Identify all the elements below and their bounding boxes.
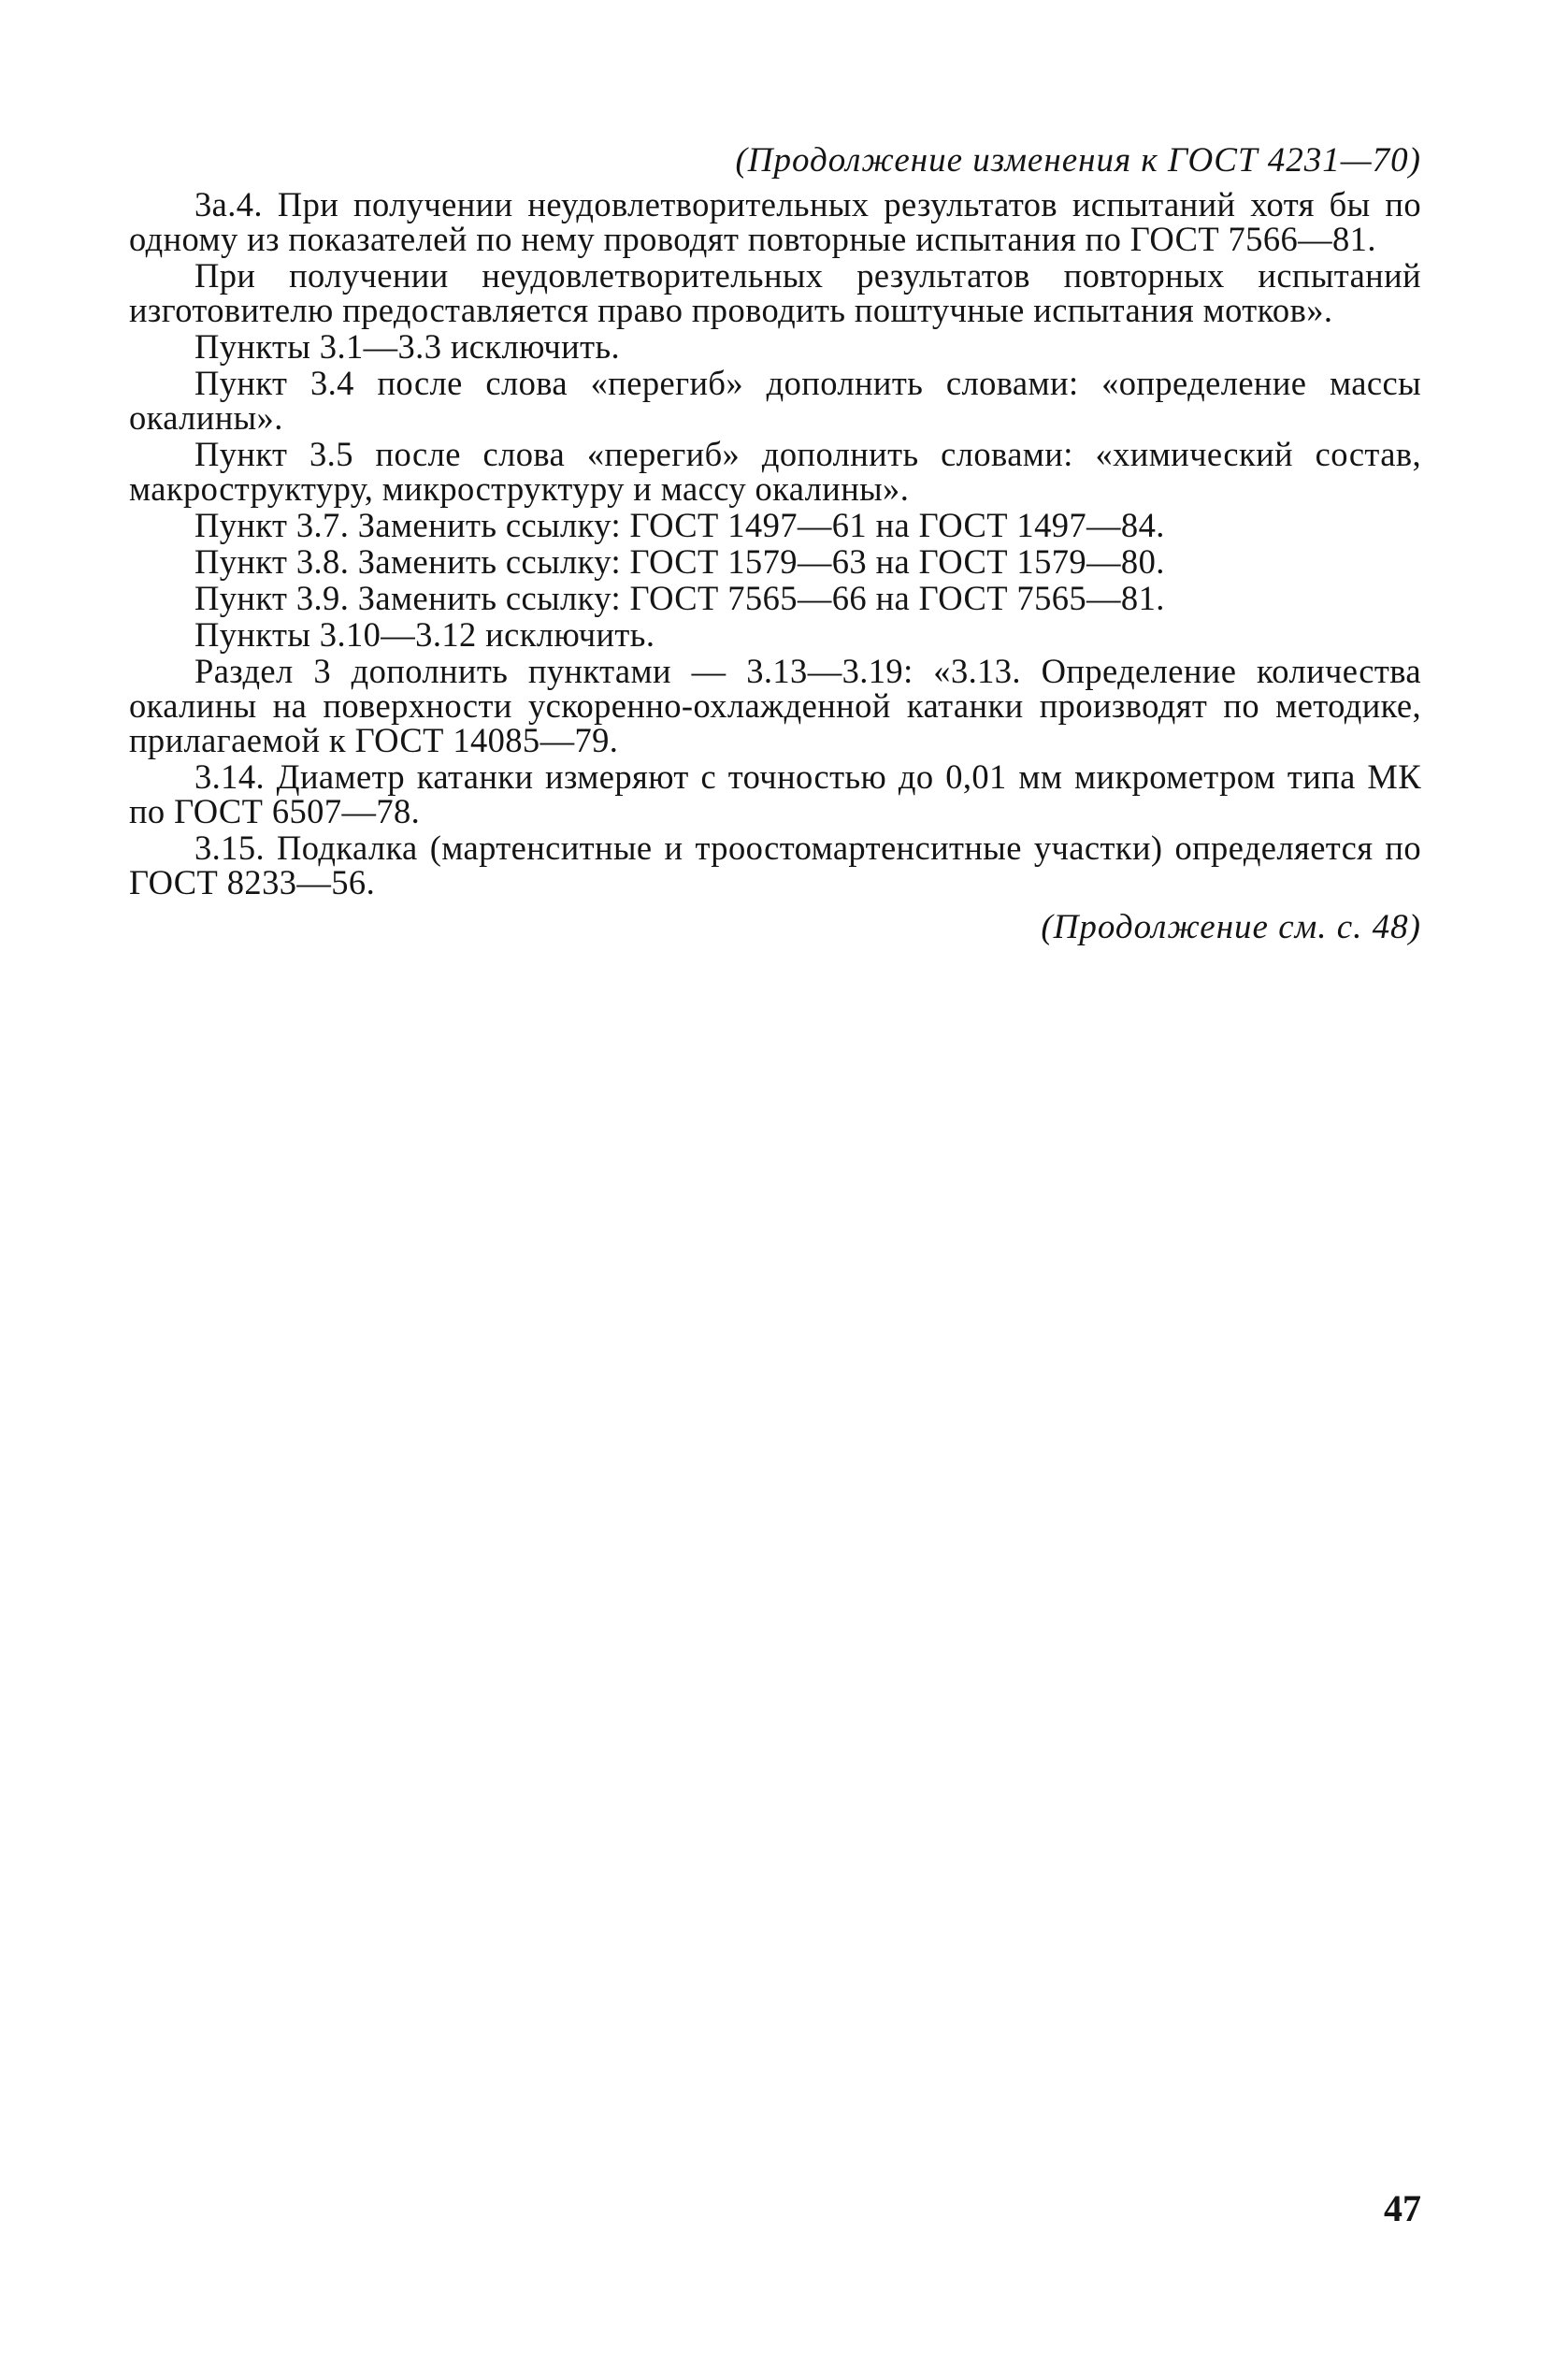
paragraph-3-15: 3.15. Подкалка (мартенситные и троостомартенситные участки) определяется по ГОСТ 8233—56.	[129, 829, 1421, 901]
paragraph-3-14: 3.14. Диаметр катанки измеряют с точностью до 0,01 мм микрометром типа МК по ГОСТ 6507—78.	[129, 757, 1421, 830]
paragraph-item-3-9: Пункт 3.9. Заменить ссылку: ГОСТ 7565—66 на ГОСТ 7565—81.	[194, 579, 1165, 617]
paragraph-items-3-1-3-3: Пункты 3.1—3.3 исключить.	[194, 327, 621, 366]
paragraph-section-3-additions: Раздел 3 дополнить пунктами — 3.13—3.19: «3.13. Определение количества окалины на поверхности ускоренно-охлажденной катанки производят по методике, прилагаемой к ГОСТ 14085—79.	[129, 652, 1421, 759]
page-number: 47	[1384, 2187, 1421, 2229]
paragraph-item-3-5: Пункт 3.5 после слова «перегиб» дополнить словами: «химический состав, макроструктуру, микроструктуру и массу окалины».	[129, 435, 1421, 508]
paragraph-item-3-7: Пункт 3.7. Заменить ссылку: ГОСТ 1497—61 на ГОСТ 1497—84.	[194, 506, 1165, 544]
paragraph-repeat-tests: При получении неудовлетворительных результатов повторных испытаний изготовителю предоставляется право проводить поштучные испытания мотков».	[129, 256, 1421, 329]
body-text	[129, 187, 1421, 901]
paragraph-3a4: 3а.4. При получении неудовлетворительных результатов испытаний хотя бы по одному из показателей по нему проводят повторные испытания по ГОСТ 7566—81.	[129, 185, 1421, 258]
paragraph-item-3-4: Пункт 3.4 после слова «перегиб» дополнить словами: «определение массы окалины».	[129, 364, 1421, 437]
continuation-header: (Продолжение изменения к ГОСТ 4231—70)	[735, 141, 1421, 180]
paragraph-item-3-8: Пункт 3.8. Заменить ссылку: ГОСТ 1579—63 на ГОСТ 1579—80.	[194, 542, 1165, 581]
paragraph-items-3-10-3-12: Пункты 3.10—3.12 исключить.	[194, 615, 655, 654]
continued-note: (Продолжение см. с. 48)	[1041, 908, 1421, 946]
